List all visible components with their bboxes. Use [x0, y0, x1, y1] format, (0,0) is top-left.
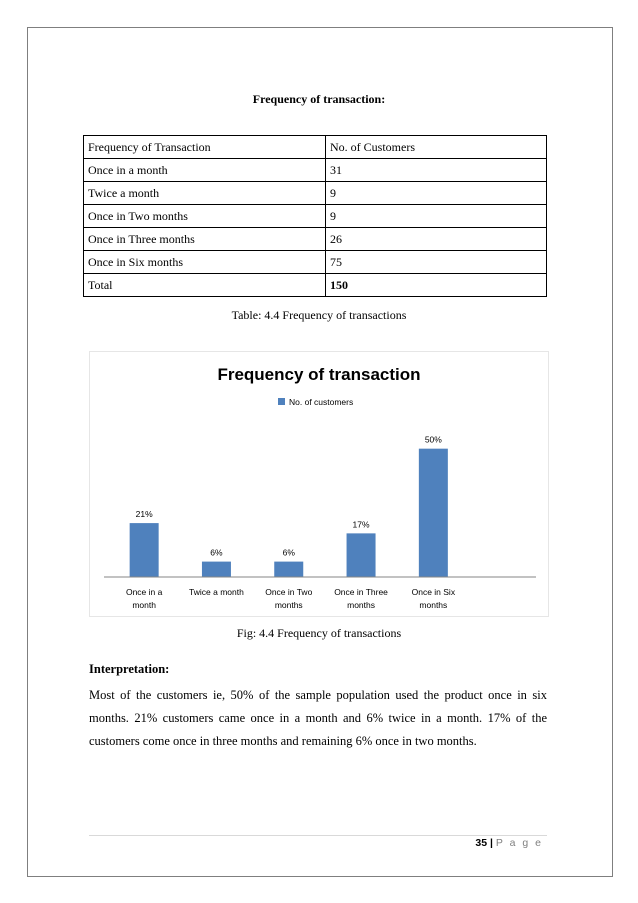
table-cell: Once in Two months	[84, 205, 326, 228]
table-row	[84, 205, 547, 228]
table-row	[84, 251, 547, 274]
bar	[347, 533, 376, 577]
x-tick-label: months	[419, 600, 448, 610]
x-tick-label: months	[274, 600, 303, 610]
table-cell: 26	[326, 228, 547, 251]
table-caption: Table: 4.4 Frequency of transactions	[231, 308, 407, 322]
data-label: 6%	[210, 547, 223, 558]
table-cell: Once in Six months	[84, 251, 326, 274]
bar-chart	[89, 351, 549, 621]
table-total-value: 150	[326, 274, 547, 297]
x-tick-label: Once in Six	[411, 587, 456, 597]
table-cell: 9	[326, 182, 547, 205]
legend-label: No. of customers	[289, 397, 354, 407]
x-tick-label: month	[132, 600, 156, 610]
x-tick-label: Twice a month	[189, 587, 244, 597]
table-header-cell: Frequency of Transaction	[84, 136, 326, 159]
page-label: P a g e	[495, 837, 543, 849]
table-cell: Twice a month	[84, 182, 326, 205]
interpretation-title: Interpretation:	[89, 662, 170, 676]
x-tick-label: months	[347, 600, 375, 610]
x-tick-label: Once in a	[125, 587, 163, 597]
interpretation-body: Most of the customers ie, 50% of the sample population used the product once in six months. 21% customers came once in a month and 6% twice in a month. 17% of the customers come once in three months and remaining 6% once in two months.	[89, 688, 547, 748]
data-label: 21%	[135, 509, 153, 520]
figure-caption: Fig: 4.4 Frequency of transactions	[236, 626, 402, 640]
bar	[202, 562, 231, 577]
table-total-row	[84, 274, 547, 297]
table-cell: 75	[326, 251, 547, 274]
table-cell: Total	[84, 274, 326, 297]
table-cell: Once in Three months	[84, 228, 326, 251]
table-cell: 9	[326, 205, 547, 228]
section-heading: Frequency of transaction:	[252, 92, 386, 106]
data-label: 6%	[282, 547, 295, 558]
bar	[130, 523, 159, 577]
bar	[274, 562, 303, 577]
data-label: 17%	[352, 519, 370, 530]
chart-title: Frequency of transaction	[217, 365, 421, 384]
table-row	[84, 228, 547, 251]
chart-svg	[89, 351, 549, 621]
table-header-row	[84, 136, 547, 159]
table-cell: 31	[326, 159, 547, 182]
frequency-table	[83, 135, 547, 297]
page-footer	[475, 837, 543, 849]
data-label: 50%	[424, 434, 442, 445]
footer-divider	[89, 835, 547, 836]
table-row	[84, 182, 547, 205]
x-tick-label: Once in Two	[265, 587, 313, 597]
page-number: 35	[475, 837, 488, 849]
legend-swatch	[278, 398, 285, 405]
table-header-cell: No. of Customers	[326, 136, 547, 159]
footer-separator: |	[490, 837, 493, 849]
table-row	[84, 159, 547, 182]
bar	[419, 449, 448, 577]
x-tick-label: Once in Three	[334, 587, 388, 597]
table-cell: Once in a month	[84, 159, 326, 182]
